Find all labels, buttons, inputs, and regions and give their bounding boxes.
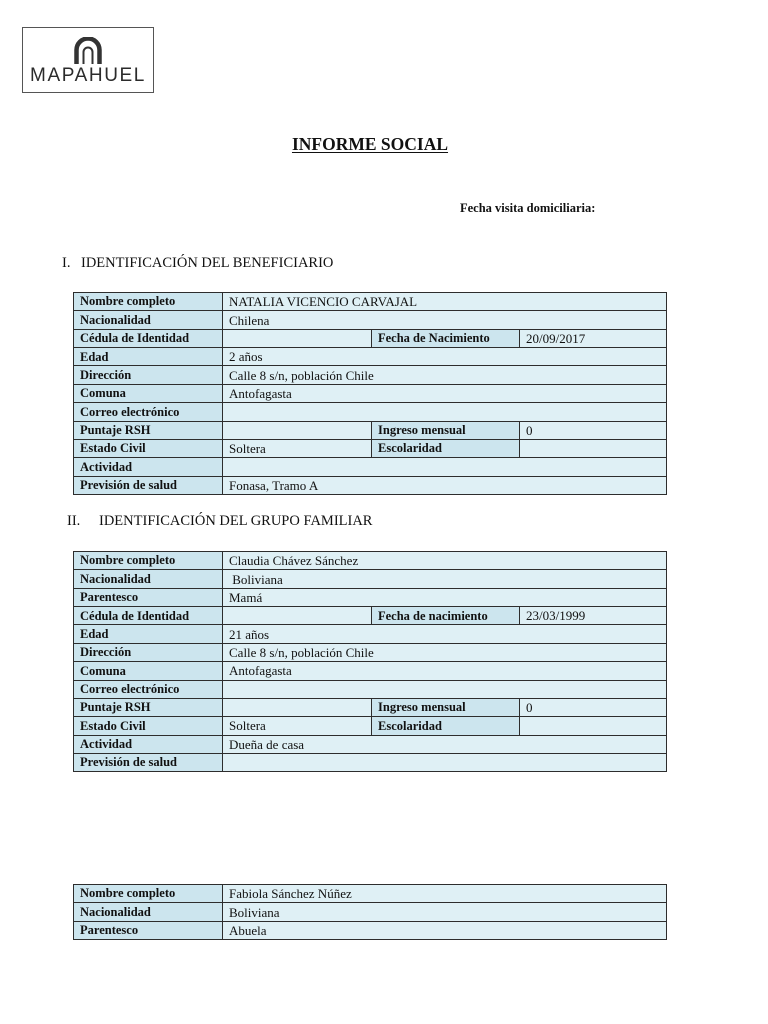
document-title: INFORME SOCIAL (291, 134, 449, 154)
section-1-numeral: I. (62, 255, 71, 271)
prevision-de-salud-value (223, 754, 666, 771)
parentesco-value: Abuela (223, 922, 666, 939)
parentesco-value: Mamá (223, 589, 666, 606)
parentesco-label: Parentesco (74, 922, 222, 939)
estado-civil-label: Estado Civil (74, 717, 222, 734)
cedula-de-identidad-value (223, 607, 371, 624)
arch-icon (73, 37, 103, 64)
correo-electronico-value (223, 403, 666, 420)
logo-text: MAPAHUEL (30, 65, 146, 86)
escolaridad-label: Escolaridad (372, 717, 519, 734)
family-member-1-table (73, 551, 667, 772)
comuna-label: Comuna (74, 662, 222, 679)
parentesco-label: Parentesco (74, 589, 222, 606)
cedula-de-identidad-label: Cédula de Identidad (74, 330, 222, 347)
fecha-de-nacimiento-value: 20/09/2017 (520, 330, 666, 347)
nombre-completo-label: Nombre completo (74, 552, 222, 569)
correo-electronico-label: Correo electrónico (74, 681, 222, 698)
ingreso-mensual-value: 0 (520, 422, 666, 439)
nacionalidad-label: Nacionalidad (74, 570, 222, 587)
nacionalidad-label: Nacionalidad (74, 903, 222, 920)
nacionalidad-value: Boliviana (223, 570, 666, 587)
direccion-value: Calle 8 s/n, población Chile (223, 366, 666, 383)
section-2-heading: IDENTIFICACIÓN DEL GRUPO FAMILIAR (99, 513, 373, 529)
estado-civil-value: Soltera (223, 440, 371, 457)
ingreso-mensual-label: Ingreso mensual (372, 422, 519, 439)
actividad-label: Actividad (74, 458, 222, 475)
puntaje-rsh-value (223, 422, 371, 439)
puntaje-rsh-value (223, 699, 371, 716)
nacionalidad-value: Boliviana (223, 903, 666, 920)
direccion-label: Dirección (74, 644, 222, 661)
ingreso-mensual-label: Ingreso mensual (372, 699, 519, 716)
direccion-value: Calle 8 s/n, población Chile (223, 644, 666, 661)
nombre-completo-label: Nombre completo (74, 885, 222, 902)
nacionalidad-label: Nacionalidad (74, 311, 222, 328)
escolaridad-value (520, 717, 666, 734)
actividad-label: Actividad (74, 736, 222, 753)
escolaridad-label: Escolaridad (372, 440, 519, 457)
prevision-de-salud-value: Fonasa, Tramo A (223, 477, 666, 494)
edad-value: 21 años (223, 625, 666, 642)
section-1-heading: IDENTIFICACIÓN DEL BENEFICIARIO (81, 255, 334, 271)
nombre-completo-value: Fabiola Sánchez Núñez (223, 885, 666, 902)
logo (22, 27, 154, 93)
prevision-de-salud-label: Previsión de salud (74, 754, 222, 771)
prevision-de-salud-label: Previsión de salud (74, 477, 222, 494)
escolaridad-value (520, 440, 666, 457)
estado-civil-value: Soltera (223, 717, 371, 734)
edad-label: Edad (74, 625, 222, 642)
puntaje-rsh-label: Puntaje RSH (74, 422, 222, 439)
nombre-completo-value: NATALIA VICENCIO CARVAJAL (223, 293, 666, 310)
comuna-label: Comuna (74, 385, 222, 402)
actividad-value (223, 458, 666, 475)
nombre-completo-value: Claudia Chávez Sánchez (223, 552, 666, 569)
correo-electronico-label: Correo electrónico (74, 403, 222, 420)
edad-value: 2 años (223, 348, 666, 365)
cedula-de-identidad-value (223, 330, 371, 347)
fecha-de-nacimiento-label: Fecha de Nacimiento (372, 330, 519, 347)
family-member-2-table (73, 884, 667, 940)
section-2-numeral: II. (67, 513, 81, 529)
visit-date-label: Fecha visita domiciliaria: (460, 201, 596, 215)
comuna-value: Antofagasta (223, 662, 666, 679)
ingreso-mensual-value: 0 (520, 699, 666, 716)
fecha-de-nacimiento-label: Fecha de nacimiento (372, 607, 519, 624)
direccion-label: Dirección (74, 366, 222, 383)
estado-civil-label: Estado Civil (74, 440, 222, 457)
edad-label: Edad (74, 348, 222, 365)
fecha-de-nacimiento-value: 23/03/1999 (520, 607, 666, 624)
nombre-completo-label: Nombre completo (74, 293, 222, 310)
nacionalidad-value: Chilena (223, 311, 666, 328)
actividad-value: Dueña de casa (223, 736, 666, 753)
cedula-de-identidad-label: Cédula de Identidad (74, 607, 222, 624)
puntaje-rsh-label: Puntaje RSH (74, 699, 222, 716)
comuna-value: Antofagasta (223, 385, 666, 402)
correo-electronico-value (223, 681, 666, 698)
beneficiary-table (73, 292, 667, 495)
